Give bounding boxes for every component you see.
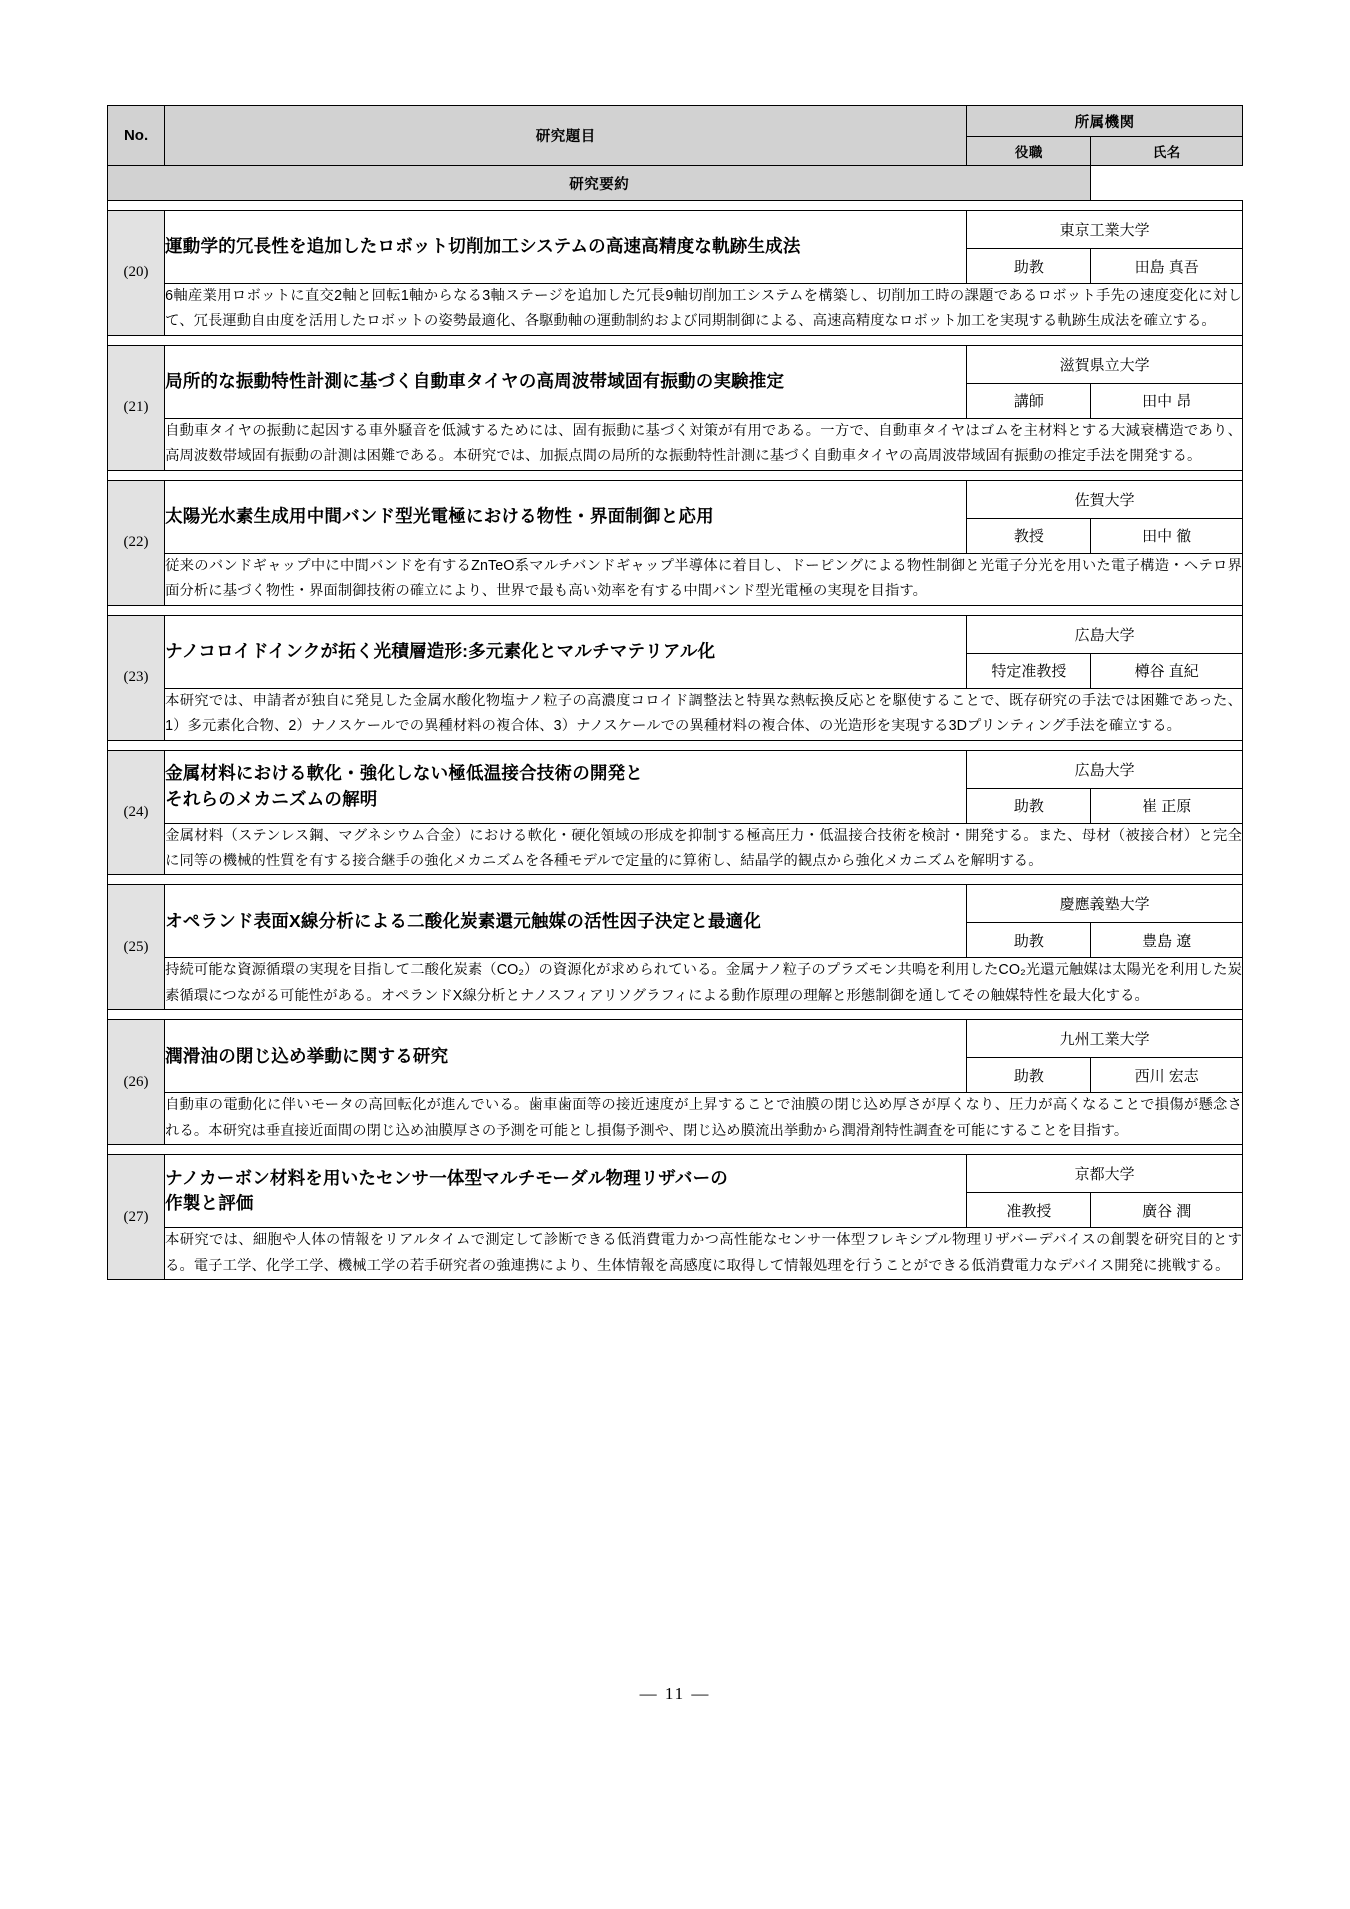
research-title: 運動学的冗長性を追加したロボット切削加工システムの高速高精度な軌跡生成法 [165, 211, 967, 284]
row-spacer [108, 1010, 1243, 1020]
row-spacer-cell [108, 470, 1243, 480]
row-spacer-cell [108, 1010, 1243, 1020]
research-abstract: 金属材料（ステンレス鋼、マグネシウム合金）における軟化・硬化領域の形成を抑制する極高圧力・低温接合技術を検討・開発する。また、母材（被接合材）と完全に同等の機械的性質を有する接合継手の強化メカニズムを各種モデルで定量的に算術し、結晶学的観点から強化メカニズムを解明する。 [165, 823, 1243, 875]
row-spacer [108, 1145, 1243, 1155]
page-number: ― 11 ― [639, 1684, 711, 1703]
table-row-abstract [108, 1228, 1243, 1280]
table-row-abstract [108, 284, 1243, 336]
position: 助教 [967, 1058, 1091, 1093]
researcher-name: 田中 徹 [1091, 518, 1243, 553]
row-spacer-cell [108, 335, 1243, 345]
table-row [108, 1020, 1243, 1058]
research-abstract: 持続可能な資源循環の実現を目指して二酸化炭素（CO₂）の資源化が求められている。金属ナノ粒子のプラズモン共鳴を利用したCO₂光還元触媒は太陽光を利用した炭素循環につながる可能性がある。オペランドX線分析とナノスフィアリソグラフィによる動作原理の理解と形態制御を通してその触媒特性を最大化する。 [165, 958, 1243, 1010]
table-row-abstract [108, 958, 1243, 1010]
researcher-name: 豊島 遼 [1091, 923, 1243, 958]
position: 助教 [967, 249, 1091, 284]
researcher-name: 廣谷 潤 [1091, 1193, 1243, 1228]
table-row [108, 211, 1243, 249]
row-number: (26) [108, 1020, 165, 1145]
header-post: 役職 [967, 137, 1091, 166]
research-projects-table [107, 105, 1243, 1280]
researcher-name: 田中 昂 [1091, 383, 1243, 418]
row-spacer [108, 470, 1243, 480]
row-number: (27) [108, 1155, 165, 1280]
research-abstract: 自動車の電動化に伴いモータの高回転化が進んでいる。歯車歯面等の接近速度が上昇することで油膜の閉じ込め厚さが厚くなり、圧力が高くなることで損傷が懸念される。本研究は垂直接近面間の閉じ込め油膜厚さの予測を可能とし損傷予測や、閉じ込め膜流出挙動から潤滑剤特性調査を可能にすることを目指す。 [165, 1093, 1243, 1145]
research-title: オペランド表面X線分析による二酸化炭素還元触媒の活性因子決定と最適化 [165, 885, 967, 958]
position: 助教 [967, 788, 1091, 823]
organization: 京都大学 [967, 1155, 1243, 1193]
row-spacer-cell [108, 740, 1243, 750]
position: 助教 [967, 923, 1091, 958]
research-abstract: 自動車タイヤの振動に起因する車外騒音を低減するためには、固有振動に基づく対策が有用である。一方で、自動車タイヤはゴムを主材料とする大減衰構造であり、高周波数帯域固有振動の計測は困難である。本研究では、加振点間の局所的な振動特性計測に基づく自動車タイヤの高周波帯域固有振動の推定手法を開発する。 [165, 418, 1243, 470]
row-spacer [108, 201, 1243, 211]
row-spacer-cell [108, 605, 1243, 615]
organization: 広島大学 [967, 750, 1243, 788]
organization: 慶應義塾大学 [967, 885, 1243, 923]
position: 講師 [967, 383, 1091, 418]
research-abstract: 6軸産業用ロボットに直交2軸と回転1軸からなる3軸ステージを追加した冗長9軸切削加工システムを構築し、切削加工時の課題であるロボット手先の速度変化に対して、冗長運動自由度を活用したロボットの姿勢最適化、各駆動軸の運動制約および同期制御による、高速高精度なロボット加工を実現する軌跡生成法を確立する。 [165, 284, 1243, 336]
research-abstract: 本研究では、申請者が独自に発見した金属水酸化物塩ナノ粒子の高濃度コロイド調整法と特異な熱転換反応とを駆使することで、既存研究の手法では困難であった、1）多元素化合物、2）ナノスケールでの異種材料の複合体、3）ナノスケールでの異種材料の複合体、の光造形を実現する3Dプリンティング手法を確立する。 [165, 688, 1243, 740]
row-number: (21) [108, 345, 165, 470]
row-number: (25) [108, 885, 165, 1010]
row-number: (24) [108, 750, 165, 875]
header-no: No. [108, 106, 165, 166]
header-name: 氏名 [1091, 137, 1243, 166]
organization: 東京工業大学 [967, 211, 1243, 249]
research-title: 金属材料における軟化・強化しない極低温接合技術の開発と それらのメカニズムの解明 [165, 750, 967, 823]
researcher-name: 田島 真吾 [1091, 249, 1243, 284]
table-row-abstract [108, 418, 1243, 470]
position: 准教授 [967, 1193, 1091, 1228]
table-row-abstract [108, 553, 1243, 605]
research-title: ナノカーボン材料を用いたセンサ一体型マルチモーダル物理リザバーの 作製と評価 [165, 1155, 967, 1228]
table-row [108, 345, 1243, 383]
researcher-name: 樽谷 直紀 [1091, 653, 1243, 688]
research-title: 潤滑油の閉じ込め挙動に関する研究 [165, 1020, 967, 1093]
research-title: 太陽光水素生成用中間バンド型光電極における物性・界面制御と応用 [165, 480, 967, 553]
research-title: ナノコロイドインクが拓く光積層造形:多元素化とマルチマテリアル化 [165, 615, 967, 688]
row-spacer [108, 875, 1243, 885]
table-row [108, 615, 1243, 653]
header-abstract: 研究要約 [108, 166, 1091, 201]
header-organization: 所属機関 [967, 106, 1243, 137]
organization: 広島大学 [967, 615, 1243, 653]
table-row [108, 480, 1243, 518]
row-spacer-cell [108, 875, 1243, 885]
research-title: 局所的な振動特性計測に基づく自動車タイヤの高周波帯域固有振動の実験推定 [165, 345, 967, 418]
organization: 佐賀大学 [967, 480, 1243, 518]
research-abstract: 従来のバンドギャップ中に中間バンドを有するZnTeO系マルチバンドギャップ半導体に着目し、ドーピングによる物性制御と光電子分光を用いた電子構造・ヘテロ界面分析に基づく物性・界面制御技術の確立により、世界で最も高い効率を有する中間バンド型光電極の実現を目指す。 [165, 553, 1243, 605]
position: 特定准教授 [967, 653, 1091, 688]
row-spacer-cell [108, 1145, 1243, 1155]
table-body [108, 106, 1243, 1280]
table-header-row-3 [108, 166, 1243, 201]
organization: 九州工業大学 [967, 1020, 1243, 1058]
table-row [108, 750, 1243, 788]
research-abstract: 本研究では、細胞や人体の情報をリアルタイムで測定して診断できる低消費電力かつ高性能なセンサ一体型フレキシブル物理リザバーデバイスの創製を研究目的とする。電子工学、化学工学、機械工学の若手研究者の強連携により、生体情報を高感度に取得して情報処理を行うことができる低消費電力なデバイス開発に挑戦する。 [165, 1228, 1243, 1280]
table-row-abstract [108, 1093, 1243, 1145]
researcher-name: 西川 宏志 [1091, 1058, 1243, 1093]
header-title: 研究題目 [165, 106, 967, 166]
row-spacer-cell [108, 201, 1243, 211]
table-row-abstract [108, 688, 1243, 740]
row-number: (20) [108, 211, 165, 336]
organization: 滋賀県立大学 [967, 345, 1243, 383]
researcher-name: 崔 正原 [1091, 788, 1243, 823]
row-spacer [108, 605, 1243, 615]
row-spacer [108, 335, 1243, 345]
row-number: (22) [108, 480, 165, 605]
table-row [108, 1155, 1243, 1193]
table-row-abstract [108, 823, 1243, 875]
row-number: (23) [108, 615, 165, 740]
table-header-row-1 [108, 106, 1243, 137]
position: 教授 [967, 518, 1091, 553]
row-spacer [108, 740, 1243, 750]
table-row [108, 885, 1243, 923]
